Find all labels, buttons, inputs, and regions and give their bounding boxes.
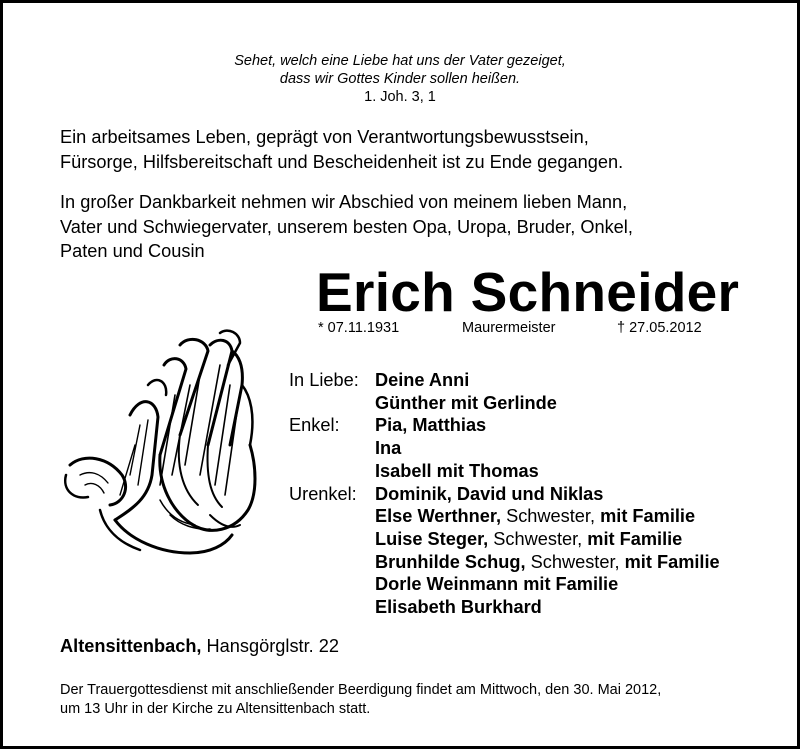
mourner-row: [289, 369, 720, 392]
mourner-row: [289, 392, 720, 415]
mourner-row: [289, 483, 720, 506]
mourner-name: Deine Anni: [375, 370, 470, 390]
intro-line: Ein arbeitsames Leben, geprägt von Verantwortungsbewusstsein,: [60, 127, 589, 147]
mourner-role: Urenkel:: [289, 483, 357, 504]
mourner-row: [289, 414, 720, 437]
address-street: Hansgörglstr. 22: [201, 636, 339, 656]
verse-line-2: dass wir Gottes Kinder sollen heißen.: [279, 71, 521, 87]
mourner-name: Pia, Matthias: [375, 415, 487, 436]
funeral-info-line: Der Trauergottesdienst mit anschließender Beerdigung findet am Mittwoch, den 30. Mai 2012,: [60, 682, 662, 698]
mourner-row: [289, 596, 720, 619]
mourner-name: Dominik, David und Niklas: [375, 483, 604, 504]
mourner-row: [289, 528, 720, 551]
profession: Maurermeister: [462, 320, 556, 336]
mourner-row: [289, 573, 720, 596]
verse-line-1: Sehet, welch eine Liebe hat uns der Vater gezeiget,: [234, 53, 566, 69]
mourner-name: Elisabeth Burkhard: [375, 597, 542, 618]
mourner-role: Enkel:: [289, 415, 340, 436]
funeral-info: [60, 681, 780, 719]
address: [60, 636, 339, 657]
bible-verse: [0, 52, 800, 106]
funeral-info-line: um 13 Uhr in der Kirche zu Altensittenbach statt.: [60, 701, 371, 717]
mourners-list: [289, 369, 720, 619]
mourner-role: [289, 392, 375, 415]
mourner-name: Günther mit Gerlinde: [375, 392, 557, 413]
mourner-relation: Schwester,: [488, 528, 588, 549]
mourner-family: mit Familie: [587, 528, 683, 549]
praying-hands-icon: [60, 325, 265, 560]
birth-date: * 07.11.1931: [318, 320, 400, 336]
mourner-name: Luise Steger,: [375, 528, 489, 549]
intro-line: Fürsorge, Hilfsbereitschaft und Bescheidenheit ist zu Ende gegangen.: [60, 151, 624, 172]
intro-line: In großer Dankbarkeit nehmen wir Abschied von meinem lieben Mann,: [60, 192, 628, 212]
mourner-name: Else Werthner,: [375, 506, 502, 527]
mourner-name: Isabell mit Thomas: [375, 460, 539, 481]
intro-paragraph-2: [60, 190, 780, 264]
mourner-relation: Schwester,: [501, 506, 601, 527]
mourner-role: [289, 437, 375, 460]
mourner-name: Dorle Weinmann mit Familie: [375, 574, 619, 595]
intro-line: Paten und Cousin: [60, 241, 205, 261]
mourner-row: [289, 505, 720, 528]
death-date: † 27.05.2012: [617, 320, 702, 336]
mourner-role: [289, 596, 375, 619]
mourner-relation: Schwester,: [525, 551, 625, 572]
mourner-row: [289, 551, 720, 574]
intro-paragraph-1: [60, 125, 780, 174]
mourner-role: In Liebe:: [289, 370, 359, 390]
deceased-name: Erich Schneider: [316, 261, 740, 323]
mourner-role: [289, 573, 375, 596]
mourner-family: mit Familie: [624, 551, 720, 572]
verse-reference: 1. Joh. 3, 1: [364, 89, 436, 105]
mourner-family: mit Familie: [600, 506, 696, 527]
mourner-row: [289, 437, 720, 460]
mourner-name: Brunhilde Schug,: [375, 551, 526, 572]
intro-text: [60, 125, 780, 280]
address-town: Altensittenbach,: [60, 636, 202, 656]
mourner-name: Ina: [375, 438, 402, 459]
mourner-row: [289, 460, 720, 483]
mourner-role: [289, 551, 375, 574]
mourner-role: [289, 528, 375, 551]
intro-line: Vater und Schwiegervater, unserem besten Opa, Uropa, Bruder, Onkel,: [60, 216, 633, 237]
mourner-role: [289, 505, 375, 528]
mourner-role: [289, 460, 375, 483]
